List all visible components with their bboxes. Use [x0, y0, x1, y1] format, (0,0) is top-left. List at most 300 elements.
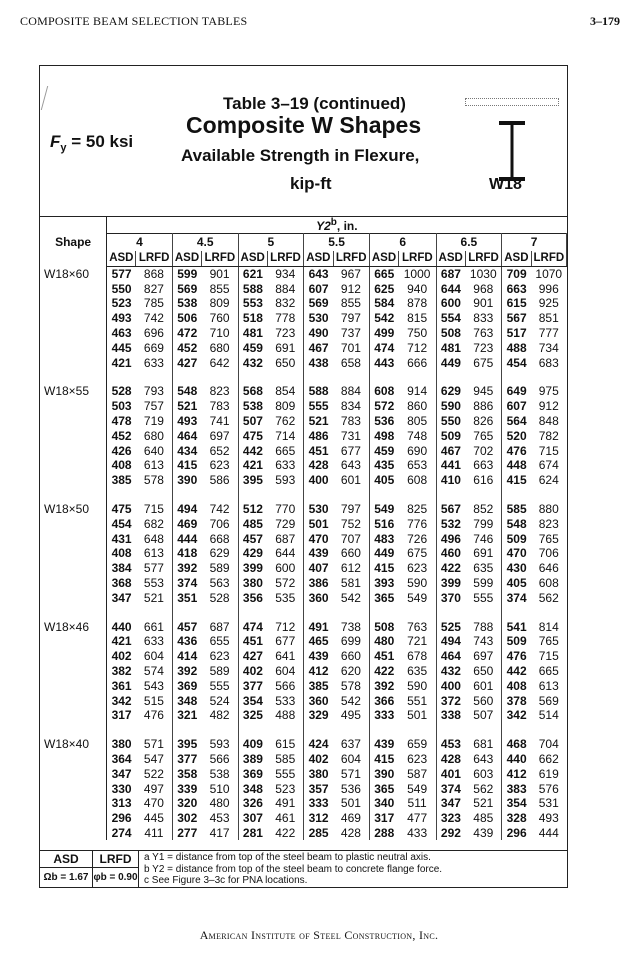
table-row	[40, 811, 567, 826]
lrfd-value: 785	[136, 296, 172, 311]
asd-value: 392	[177, 561, 198, 576]
lrfd-value: 497	[136, 781, 172, 796]
asd-value: 452	[177, 340, 198, 355]
lrfd-value: 643	[465, 752, 501, 767]
lrfd-value: 488	[267, 708, 303, 723]
asd-value: 395	[242, 473, 263, 488]
lrfd-value: 608	[538, 576, 559, 591]
asd-value: 521	[308, 414, 329, 429]
asd-value: 390	[374, 766, 395, 781]
asd-value: 407	[308, 561, 329, 576]
asd-value: 361	[111, 678, 132, 693]
phi-factor: φb = 0.90	[93, 868, 139, 888]
shape-cell	[40, 781, 107, 796]
asd-value: 360	[308, 590, 329, 605]
shape-cell	[40, 414, 107, 429]
asd-value: 528	[111, 384, 132, 399]
asd-value: 377	[242, 678, 263, 693]
lrfd-value: 493	[538, 811, 559, 826]
asd-value: 312	[308, 811, 329, 826]
lrfd-value: 663	[465, 458, 501, 473]
table-row	[40, 458, 567, 473]
asd-value: 470	[308, 531, 329, 546]
asd-value: 649	[506, 384, 527, 399]
shape-cell	[40, 708, 107, 723]
asd-value: 499	[374, 326, 395, 341]
lrfd-value: 555	[465, 590, 501, 605]
table-row	[40, 576, 567, 591]
lrfd-value: 746	[465, 531, 501, 546]
asd-value: 418	[177, 546, 198, 561]
asd-value: 382	[111, 664, 132, 679]
lrfd-value: 737	[333, 326, 369, 341]
lrfd-value: 706	[538, 546, 559, 561]
asd-value: 467	[440, 443, 461, 458]
lrfd-value: 945	[465, 384, 501, 399]
lrfd-value: 643	[333, 458, 369, 473]
table-row	[40, 281, 567, 296]
asd-value: 590	[440, 399, 461, 414]
lrfd-value: 644	[267, 546, 303, 561]
lrfd-value: 715	[538, 649, 559, 664]
lrfd-value: 521	[136, 590, 172, 605]
table-row	[40, 561, 567, 576]
asd-value: 313	[111, 796, 132, 811]
asd-value: 538	[242, 399, 263, 414]
lrfd-value: 571	[333, 766, 369, 781]
lrfd-value: 536	[333, 781, 369, 796]
lrfd-value: 704	[538, 737, 559, 752]
asd-value: 498	[374, 428, 395, 443]
asd-value: 385	[308, 678, 329, 693]
lrfd-value: 678	[399, 649, 436, 664]
lrfd-value: 788	[465, 619, 501, 634]
table-row	[40, 428, 567, 443]
running-header	[20, 14, 620, 30]
asd-value: 434	[177, 443, 198, 458]
table-row	[40, 399, 567, 414]
lrfd-value: 531	[538, 796, 559, 811]
shape-cell	[40, 561, 107, 576]
asd-value: 380	[308, 766, 329, 781]
group-spacer	[40, 488, 567, 502]
lrfd-value: 712	[267, 619, 303, 634]
asd-value: 538	[177, 296, 198, 311]
table-row	[40, 443, 567, 458]
asd-value: 440	[506, 752, 527, 766]
publisher-name: American Institute of Steel Construction, Inc.	[199, 928, 439, 942]
asd-header: ASD	[238, 251, 267, 267]
lrfd-value: 901	[465, 296, 501, 311]
asd-value: 454	[506, 355, 527, 370]
asd-value: 644	[440, 281, 461, 296]
shape-cell	[40, 428, 107, 443]
asd-value: 307	[242, 811, 263, 826]
lrfd-value: 697	[465, 649, 501, 664]
lrfd-value: 613	[538, 678, 559, 693]
lrfd-value: 511	[399, 796, 436, 811]
asd-value: 536	[374, 414, 395, 429]
lrfd-value: 601	[333, 473, 369, 488]
shape-cell	[40, 340, 107, 355]
table-row	[40, 826, 567, 841]
asd-header: ASD	[369, 251, 398, 267]
lrfd-value: 613	[136, 546, 172, 561]
asd-value: 399	[440, 576, 461, 591]
lrfd-value: 886	[465, 399, 501, 414]
lrfd-value: 912	[333, 281, 369, 296]
asd-value: 415	[506, 473, 527, 488]
asd-value: 457	[242, 531, 263, 546]
footnote-b: b Y2 = distance from top of the steel beam to concrete flange force.	[144, 863, 443, 875]
asd-value: 442	[242, 443, 263, 458]
asd-value: 493	[177, 414, 198, 429]
lrfd-value: 551	[399, 693, 436, 708]
lrfd-value: 691	[267, 340, 303, 355]
lrfd-value: 878	[399, 296, 436, 311]
asd-value: 481	[242, 326, 263, 341]
asd-value: 625	[374, 281, 395, 296]
lrfd-value: 566	[202, 752, 238, 767]
table-row	[40, 311, 567, 326]
shape-cell	[40, 458, 107, 473]
lrfd-value: 577	[136, 561, 172, 576]
y2-symbol: Y2	[316, 219, 331, 233]
table-title: Composite W Shapes	[186, 112, 422, 138]
table-row	[40, 414, 567, 429]
asd-value: 430	[506, 561, 527, 576]
lrfd-value: 659	[399, 737, 436, 752]
asd-value: 629	[440, 384, 461, 399]
table-row	[40, 634, 567, 649]
asd-value: 643	[308, 267, 329, 282]
lrfd-value: 706	[202, 516, 238, 531]
lrfd-value: 523	[267, 781, 303, 796]
asd-value: 274	[111, 825, 132, 840]
lrfd-value: 515	[136, 693, 172, 708]
lrfd-value: 682	[136, 516, 172, 531]
asd-value: 503	[111, 399, 132, 414]
lrfd-value: 763	[465, 326, 501, 341]
lrfd-value: 1070	[535, 267, 563, 282]
lrfd-value: 461	[267, 811, 303, 826]
shape-cell	[40, 766, 107, 781]
table-row	[40, 355, 567, 370]
lrfd-value: 491	[267, 796, 303, 811]
lrfd-value: 655	[202, 634, 238, 649]
lrfd-value: 912	[538, 399, 559, 414]
asd-value: 354	[242, 693, 263, 708]
y2-header	[107, 217, 567, 234]
lrfd-value: 535	[267, 590, 303, 605]
asd-value: 475	[111, 502, 132, 517]
lrfd-value: 741	[202, 414, 238, 429]
shape-cell	[40, 796, 107, 811]
distance-header: 6	[369, 234, 436, 251]
asd-value: 553	[242, 296, 263, 311]
table-row	[40, 678, 567, 693]
shape-cell	[40, 664, 107, 679]
lrfd-value: 826	[465, 414, 501, 429]
asd-value: 486	[308, 428, 329, 443]
table-row	[40, 664, 567, 679]
lrfd-value: 549	[399, 781, 436, 796]
shape-cell	[40, 473, 107, 488]
shape-cell: W18×60	[40, 267, 107, 282]
asd-value: 342	[506, 708, 527, 723]
asd-value: 448	[506, 458, 527, 473]
footnote-a: a Y1 = distance from top of the steel beam to plastic neutral axis.	[144, 852, 431, 863]
table-frame	[39, 65, 568, 888]
lrfd-value: 604	[333, 752, 369, 767]
lrfd-value: 581	[333, 576, 369, 591]
lrfd-value: 623	[399, 561, 436, 576]
lrfd-value: 852	[465, 502, 501, 517]
lrfd-value: 653	[399, 458, 436, 473]
asd-value: 550	[111, 281, 132, 296]
asd-value: 449	[374, 546, 395, 561]
shape-cell	[40, 399, 107, 414]
table-row	[40, 649, 567, 664]
asd-value: 445	[111, 340, 132, 355]
lrfd-value: 620	[333, 664, 369, 679]
lrfd-value: 714	[267, 428, 303, 443]
lrfd-value: 860	[399, 399, 436, 414]
lrfd-value: 677	[333, 443, 369, 458]
asd-value: 340	[374, 796, 395, 811]
shape-cell	[40, 311, 107, 326]
lrfd-value: 731	[333, 428, 369, 443]
distance-header: 6.5	[436, 234, 502, 251]
asd-value: 438	[308, 355, 329, 370]
asd-value: 507	[242, 414, 263, 429]
lrfd-value: 555	[267, 766, 303, 781]
table-unit: kip-ft	[290, 174, 332, 193]
asd-value: 415	[374, 752, 395, 766]
asd-value: 390	[177, 473, 198, 488]
lrfd-header: LRFD	[267, 251, 303, 267]
shape-cell: W18×55	[40, 384, 107, 399]
lrfd-value: 743	[465, 634, 501, 649]
lrfd-value: 832	[267, 296, 303, 311]
lrfd-value: 669	[136, 340, 172, 355]
asd-value: 374	[506, 590, 527, 605]
asd-value: 277	[177, 825, 198, 840]
asd-value: 281	[242, 825, 263, 840]
asd-value: 481	[440, 340, 461, 355]
lrfd-value: 623	[399, 752, 436, 767]
fy-value: = 50 ksi	[66, 132, 134, 151]
asd-value: 472	[177, 326, 198, 341]
asd-value: 564	[506, 414, 527, 429]
asd-value: 296	[506, 825, 527, 840]
lrfd-value: 538	[202, 766, 238, 781]
asd-value: 459	[242, 340, 263, 355]
asd-value: 369	[177, 678, 198, 693]
lrfd-value: 697	[202, 428, 238, 443]
asd-value: 347	[440, 796, 461, 811]
asd-value: 509	[440, 428, 461, 443]
lrfd-value: 674	[538, 458, 559, 473]
asd-value: 599	[177, 267, 198, 282]
asd-value: 421	[111, 355, 132, 370]
lrfd-value: 719	[136, 414, 172, 429]
shape-cell	[40, 516, 107, 531]
asd-value: 399	[242, 561, 263, 576]
asd-value: 285	[308, 825, 329, 840]
lrfd-value: 411	[136, 826, 172, 841]
shape-cell: W18×46	[40, 619, 107, 634]
group-spacer	[40, 605, 567, 619]
shape-cell	[40, 296, 107, 311]
asd-value: 410	[440, 473, 461, 488]
asd-value: 400	[308, 473, 329, 488]
lrfd-value: 576	[538, 781, 559, 796]
table-row	[40, 384, 567, 399]
asd-value: 443	[374, 355, 395, 370]
lrfd-value: 629	[202, 546, 238, 561]
lrfd-value: 777	[538, 326, 559, 341]
asd-value: 493	[111, 311, 132, 326]
asd-value: 521	[177, 399, 198, 414]
lrfd-header: LRFD	[531, 251, 566, 267]
lrfd-value: 480	[202, 796, 238, 811]
shape-cell	[40, 443, 107, 458]
asd-value: 357	[308, 781, 329, 796]
lrfd-value: 783	[333, 414, 369, 429]
asd-value: 555	[308, 399, 329, 414]
lrfd-value: 770	[267, 502, 303, 517]
lrfd-value: 482	[202, 708, 238, 723]
shape-cell	[40, 546, 107, 561]
asd-value: 392	[374, 678, 395, 693]
lrfd-value: 522	[136, 766, 172, 781]
asd-value: 475	[242, 428, 263, 443]
table-row	[40, 737, 567, 752]
lrfd-value: 868	[136, 267, 172, 282]
lrfd-value: 968	[465, 281, 501, 296]
lrfd-value: 658	[333, 355, 369, 370]
distance-header: 4.5	[172, 234, 238, 251]
asd-value: 550	[440, 414, 461, 429]
asd-value: 424	[308, 737, 329, 752]
asd-value: 365	[374, 781, 395, 796]
lrfd-value: 814	[538, 619, 559, 634]
lrfd-value: 501	[333, 796, 369, 811]
asd-value: 333	[374, 708, 395, 723]
lrfd-header: LRFD	[399, 251, 436, 267]
asd-value: 494	[177, 502, 198, 517]
table-row	[40, 340, 567, 355]
lrfd-value: 765	[538, 634, 559, 649]
lrfd-value: 589	[202, 561, 238, 576]
table-row	[40, 296, 567, 311]
lrfd-value: 547	[136, 752, 172, 767]
shape-cell	[40, 649, 107, 664]
asd-value: 585	[506, 502, 527, 517]
lrfd-value: 445	[136, 811, 172, 826]
asd-value: 347	[111, 766, 132, 781]
lrfd-value: 776	[399, 516, 436, 531]
asd-value: 542	[374, 311, 395, 326]
asd-value: 333	[308, 796, 329, 811]
lrfd-value: 495	[333, 708, 369, 723]
lrfd-value: 752	[333, 516, 369, 531]
asd-value: 385	[111, 473, 132, 488]
lrfd-value: 721	[399, 634, 436, 649]
lrfd-value: 514	[538, 708, 559, 723]
lrfd-value: 439	[465, 826, 501, 841]
lrfd-value: 571	[136, 737, 172, 752]
lrfd-value: 470	[136, 796, 172, 811]
footer-asd: ASD	[40, 851, 93, 868]
series-label: W18	[489, 176, 522, 193]
lrfd-value: 683	[538, 355, 559, 370]
lrfd-value: 566	[267, 678, 303, 693]
table-number: Table 3–19 (continued)	[223, 94, 406, 113]
asd-value: 508	[374, 619, 395, 634]
lrfd-value: 428	[333, 826, 369, 841]
asd-value: 395	[177, 737, 198, 752]
lrfd-value: 589	[202, 664, 238, 679]
shape-cell	[40, 531, 107, 546]
y2-footnote-mark: b	[330, 217, 337, 228]
lrfd-value: 660	[333, 546, 369, 561]
asd-value: 415	[177, 458, 198, 473]
asd-header: ASD	[436, 251, 465, 267]
lrfd-value: 940	[399, 281, 436, 296]
lrfd-value: 642	[202, 355, 238, 370]
lrfd-value: 914	[399, 384, 436, 399]
shape-cell	[40, 281, 107, 296]
asd-value: 548	[177, 384, 198, 399]
lrfd-value: 662	[538, 752, 559, 766]
omega-factor: Ωb = 1.67	[40, 868, 93, 888]
lrfd-value: 967	[333, 267, 369, 282]
asd-value: 342	[111, 693, 132, 708]
asd-value: 374	[440, 781, 461, 796]
lrfd-value: 880	[538, 502, 559, 517]
lrfd-value: 542	[333, 693, 369, 708]
asd-value: 429	[242, 546, 263, 561]
table-row	[40, 619, 567, 634]
asd-value: 368	[111, 576, 132, 591]
shape-cell	[40, 576, 107, 591]
footnote-c: c See Figure 3–3c for PNA locations.	[144, 875, 308, 886]
lrfd-value: 485	[465, 811, 501, 826]
asd-value: 459	[374, 443, 395, 458]
asd-value: 476	[506, 649, 527, 664]
asd-value: 360	[308, 693, 329, 708]
lrfd-value: 624	[538, 473, 559, 488]
asd-value: 460	[440, 546, 461, 561]
distance-header: 5.5	[304, 234, 370, 251]
fy-subscript: y	[60, 142, 67, 154]
lrfd-value: 501	[399, 708, 436, 723]
asd-value: 452	[111, 428, 132, 443]
table-row	[40, 781, 567, 796]
lrfd-value: 665	[267, 443, 303, 458]
asd-value: 412	[506, 766, 527, 781]
lrfd-value: 590	[399, 576, 436, 591]
asd-value: 451	[308, 443, 329, 458]
asd-value: 470	[506, 546, 527, 561]
lrfd-value: 765	[538, 531, 559, 546]
lrfd-value: 699	[333, 634, 369, 649]
lrfd-value: 742	[202, 502, 238, 517]
y2-header-row	[40, 217, 567, 234]
table-row	[40, 267, 567, 282]
